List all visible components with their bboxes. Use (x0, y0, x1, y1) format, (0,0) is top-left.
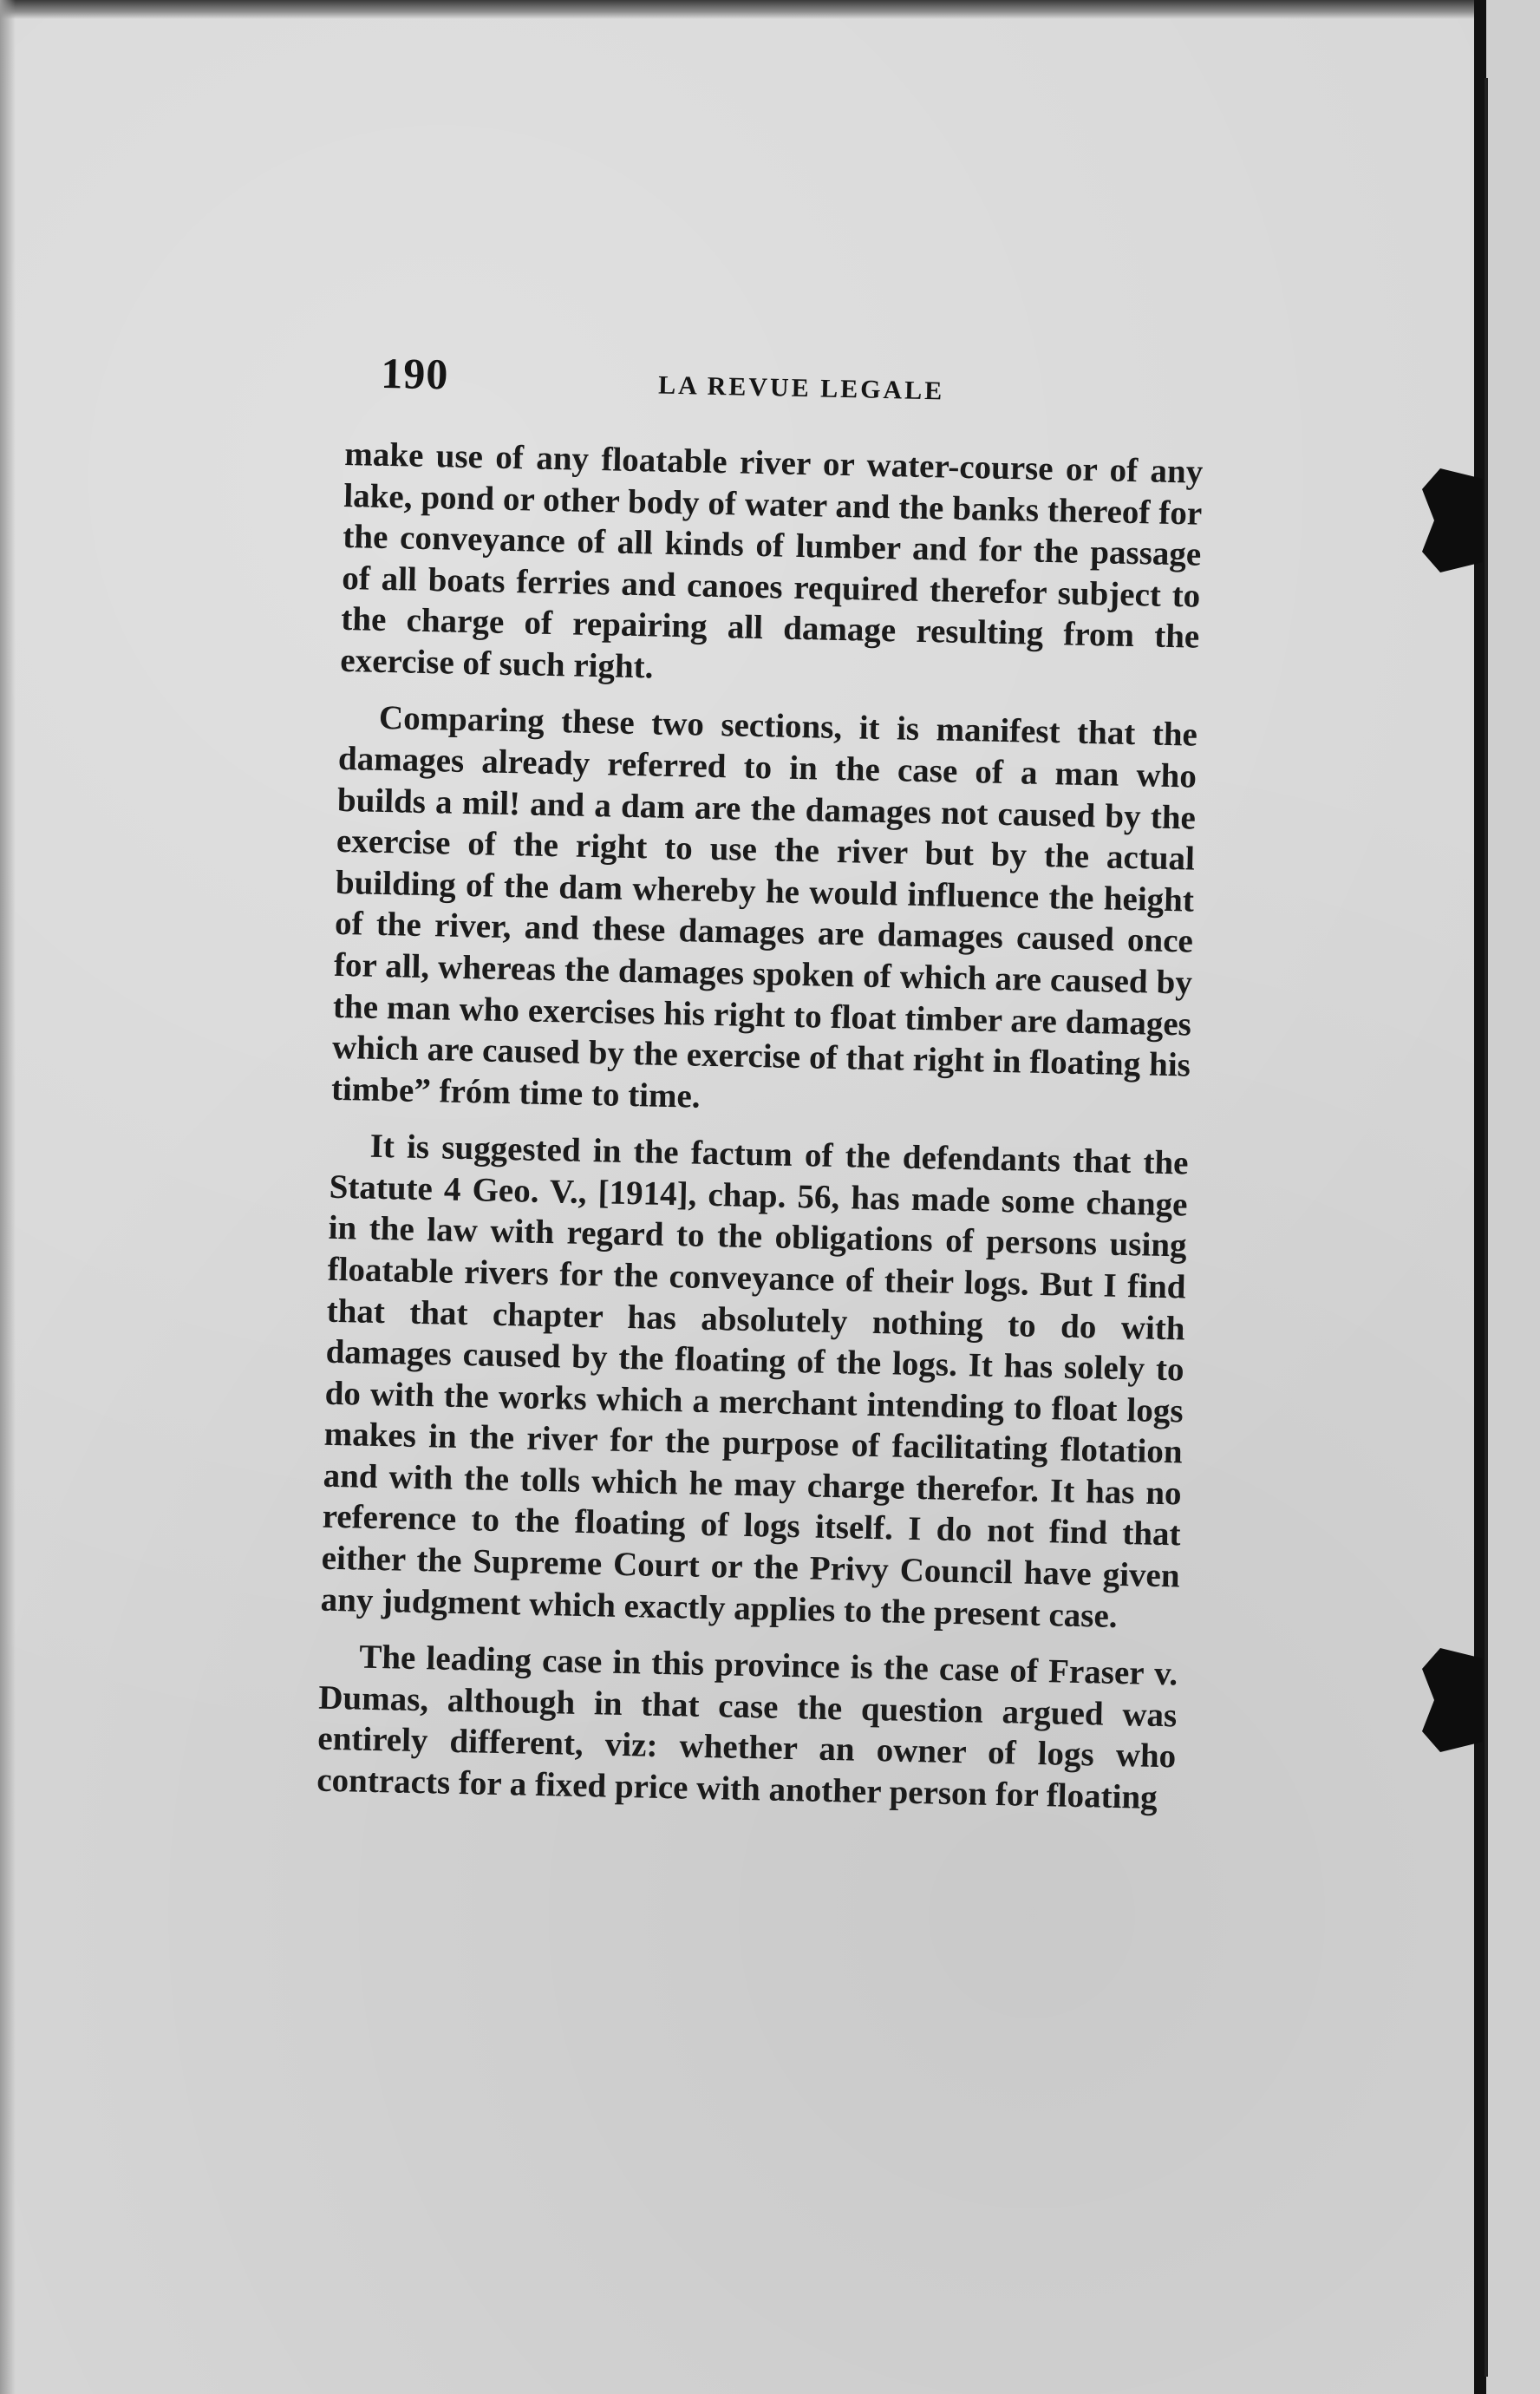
page-header (345, 347, 1205, 452)
page-top-edge (0, 0, 1474, 19)
paragraph-3: It is suggested in the factum of the defendants that the Statute 4 Geo. V., [1914], chap. 56, has made some change in the law with regard to the obligations of persons using floatable rivers for the conveyance of their logs. But I find that that chapter has absolutely nothing to do with damages caused by the floating of the logs. It has solely to do with the works which a merchant intending to float logs makes in the river for the purpose of facilitating flotation and with the tolls which he may charge therefor. It has no reference to the floating of logs itself. I do not find that either the Supreme Court or the Privy Council have given any judgment which exactly applies to the present case. (320, 1128, 1189, 1635)
paragraph-4: The leading case in this province is the case of Fraser v. Dumas, although in that case the question argued was entirely different, viz: whether an owner of logs who contracts for a fixed price with another person for floating (316, 1638, 1178, 1816)
running-title: LA REVUE LEGALE (657, 370, 945, 406)
spine-line (1485, 78, 1488, 2377)
page-content (316, 347, 1205, 1835)
paragraph-2: Comparing these two sections, it is manifest that the damages already referred to in the case of a man who builds a mil! and a dam are the damages not caused by the exercise of the right to use the river but by the actual building of the dam whereby he would influence the height of the river, and these damages are damages caused once for all, whereas the damages spoken of which are caused by the man who exercises his right to float timber are damages which are caused by the exercise of that right in floating his timbe” fróm time to time. (330, 699, 1198, 1115)
page-number: 190 (380, 348, 449, 399)
page-left-edge (0, 0, 16, 2394)
paragraph-1: make use of any floatable river or water-course or of any lake, pond or other body of water and the banks thereof for the conveyance of all kinds of lumber and for the passage of all boats ferries and canoes required therefor subject to the charge of repairing all damage resulting from the exercise of such right. (339, 435, 1204, 686)
